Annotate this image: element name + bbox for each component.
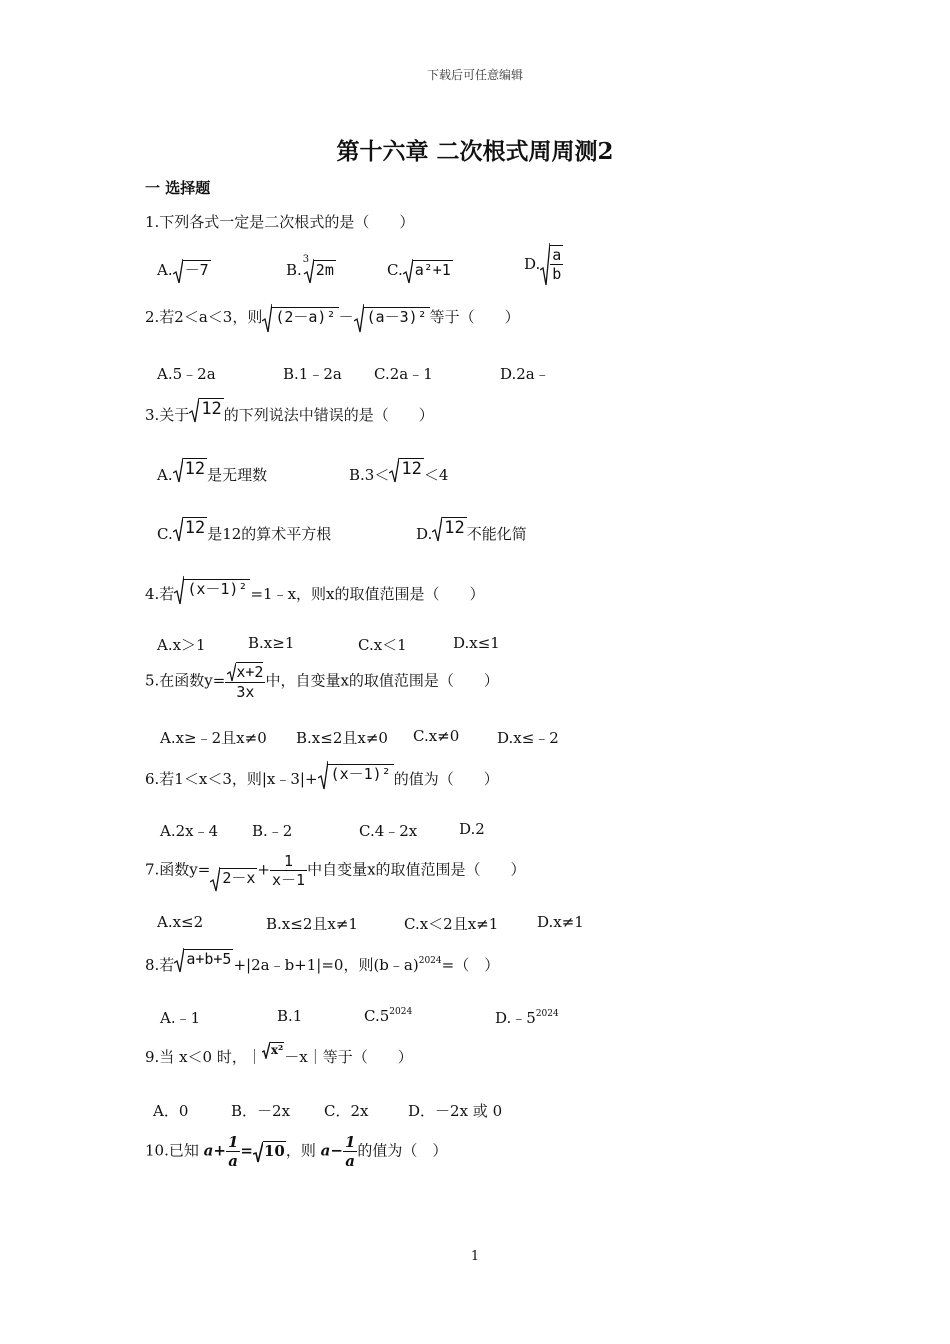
radical: a+b+5: [174, 947, 233, 973]
radical: 2－x: [210, 866, 257, 892]
radical: [540, 242, 563, 286]
q7-option-c: C.x＜2且x≠1: [404, 915, 499, 933]
q4-option-c: C.x＜1: [358, 636, 407, 654]
fraction: $\frac{1}{x-1}$: [272, 852, 306, 889]
radical: 12: [173, 457, 207, 483]
question-6-stem: 6.若1＜x＜3，则|x﹣3|+ (x－1)² 的值为（ ）: [145, 760, 499, 790]
radical: 10: [253, 1141, 286, 1163]
radical: －7: [173, 258, 211, 284]
q8-option-a: A.﹣1: [160, 1009, 201, 1027]
q5-option-a: A.x≥﹣2且x≠0: [160, 729, 267, 747]
fraction: $\frac{x+2}{3x}$: [225, 662, 265, 701]
q3-option-d: D. 12 不能化简: [416, 518, 527, 543]
page-header: 下载后可任意编辑: [426, 68, 523, 82]
q5-option-d: D.x≤﹣2: [497, 729, 559, 747]
question-4-stem: 4.若 (x－1)² =1﹣x，则x的取值范围是（ ）: [145, 575, 485, 605]
question-3-stem: 3.关于 12 的下列说法中错误的是（ ）: [145, 399, 434, 424]
q8-option-b: B.1: [277, 1007, 303, 1025]
q7-option-b: B.x≤2且x≠1: [266, 915, 358, 933]
question-7-stem: 7.函数y= 2－x + $\frac{1}{x-1}$ 中自变量x的取值范围是（ ）: [145, 852, 526, 892]
radical: 12: [389, 457, 423, 483]
page-number: 1: [470, 1249, 480, 1264]
fraction: $\frac{1}{a}$: [344, 1133, 356, 1170]
question-8-stem: 8.若 a+b+5 +|2a﹣b+1|=0，则(b﹣a)$^{2024}$=（ ）: [145, 947, 499, 975]
radical: (2－a)²: [262, 303, 338, 333]
q8-option-c: $C.5^{2024}$: [364, 1007, 413, 1025]
q7-option-a: A.x≤2: [157, 913, 204, 931]
q9-option-d: D．－2x 或 0: [408, 1102, 503, 1120]
page-title: 第十六章 二次根式周周测2: [336, 138, 614, 165]
radical: 12: [432, 516, 466, 542]
radical: a²+1: [403, 258, 453, 284]
q9-option-c: C．2x: [324, 1102, 369, 1120]
q5-option-c: C.x≠0: [413, 727, 460, 745]
question-2-stem: 2.若2＜a＜3，则 (2－a)² － (a－3)² 等于（ ）: [145, 303, 520, 333]
question-5-stem: 5.在函数y= $\frac{x+2}{3x}$ 中，自变量x的取值范围是（ ）: [145, 662, 499, 701]
q4-option-d: D.x≤1: [453, 634, 500, 652]
q3-option-a: A. 12 是无理数: [157, 459, 268, 484]
radical: (x－1)²: [318, 760, 394, 790]
q2-option-a: A.5﹣2a: [157, 365, 216, 383]
q2-option-c: C.2a﹣1: [374, 365, 433, 383]
radical: 12: [173, 516, 207, 542]
q9-option-b: B．－2x: [231, 1102, 291, 1120]
section-heading: 一 选择题: [145, 179, 211, 197]
radical: 12: [189, 397, 223, 423]
q5-option-b: B.x≤2且x≠0: [296, 729, 388, 747]
fraction: $\frac{1}{a}$: [227, 1133, 239, 1170]
q2-option-b: B.1﹣2a: [283, 365, 342, 383]
question-10-stem: 10.已知 a+ $\frac{1}{a}$ = 10，则 a− $\frac{1}{a}$ 的值为（ ）: [145, 1133, 448, 1170]
fraction: $\frac{a}{b}$: [552, 246, 562, 283]
q2-option-d: D.2a﹣: [500, 365, 550, 383]
question-9-stem: 9.当 x＜0 时，｜ x²－x｜等于（ ）: [145, 1040, 413, 1067]
q4-option-a: A.x＞1: [157, 636, 206, 654]
radical: (x－1)²: [174, 575, 250, 605]
q6-option-c: C.4﹣2x: [359, 822, 418, 840]
q4-option-b: B.x≥1: [248, 634, 295, 652]
radical: (a－3)²: [354, 303, 430, 333]
q3-option-c: C. 12 是12的算术平方根: [157, 518, 332, 543]
q1-option-b: B. 3 2m: [286, 258, 336, 284]
cube-root: 3 2m: [302, 258, 336, 284]
question-1-stem: 1.下列各式一定是二次根式的是（ ）: [145, 213, 415, 231]
radical: x²: [262, 1040, 284, 1059]
q1-option-c: C. a²+1: [387, 258, 453, 284]
q8-option-d: $D.﹣5^{2024}$: [495, 1009, 559, 1027]
q1-option-a: A. －7: [157, 258, 211, 284]
q7-option-d: D.x≠1: [537, 913, 584, 931]
q6-option-b: B.﹣2: [252, 822, 293, 840]
q1-option-d: D. $\frac{a}{b}$: [524, 242, 563, 286]
q6-option-d: D.2: [459, 820, 485, 838]
q9-option-a: A．0: [153, 1102, 189, 1120]
q6-option-a: A.2x﹣4: [160, 822, 219, 840]
q3-option-b: B.3＜ 12 ＜4: [349, 459, 449, 484]
